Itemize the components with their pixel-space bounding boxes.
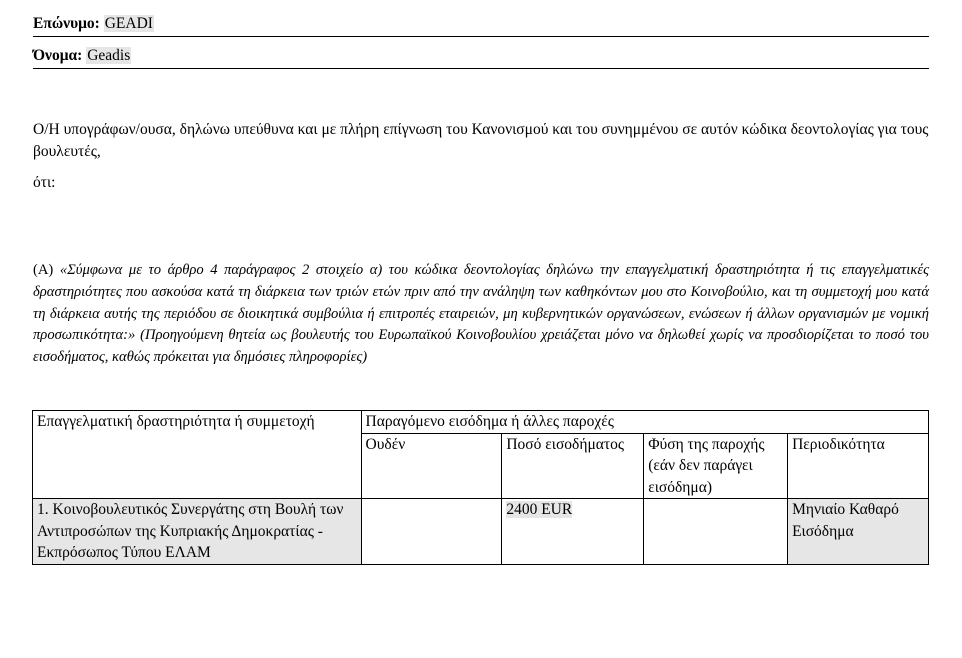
cell-nature xyxy=(644,499,788,565)
cell-amount-value: 2400 EUR xyxy=(506,501,573,518)
header-income-group: Παραγόμενο εισόδημα ή άλλες παροχές xyxy=(361,411,928,434)
firstname-value: Geadis xyxy=(87,47,131,64)
table-row xyxy=(33,499,929,565)
cell-periodicity: Μηνιαίο Καθαρό Εισόδημα xyxy=(788,499,929,565)
header-amount: Ποσό εισοδήματος xyxy=(502,433,644,499)
header-periodicity: Περιοδικότητα xyxy=(788,433,929,499)
cell-amount xyxy=(502,499,644,565)
surname-field xyxy=(33,14,929,37)
section-a-marker: (A) xyxy=(33,262,54,278)
table-header-row xyxy=(33,411,929,434)
income-table xyxy=(32,410,929,565)
firstname-label: Όνομα: xyxy=(33,47,83,64)
firstname-field xyxy=(33,46,929,69)
cell-activity: 1. Κοινοβουλευτικός Συνεργάτης στη Βουλή των Αντιπροσώπων της Κυπριακής Δημοκρατίας - Εκπρόσωπος Τύπου ΕΛΑΜ xyxy=(33,499,362,565)
cell-none xyxy=(361,499,502,565)
header-nature: Φύση της παροχής (εάν δεν παράγει εισόδημα) xyxy=(644,433,788,499)
header-none: Ουδέν xyxy=(361,433,502,499)
section-a-text: «Σύμφωνα με το άρθρο 4 παράγραφος 2 στοιχείο α) του κώδικα δεοντολογίας δηλώνω την επαγγελματική δραστηριότητα ή τις επαγγελματικές δραστηριότητες που ασκούσα κατά τη διάρκεια των τριών ετών πριν από την ανάληψη των καθηκόντων μου στο Κοινοβούλιο, και τη συμμετοχή μου κατά τη διάρκεια αυτής της περιόδου σε διοικητικά συμβούλια ή επιτροπές εταιρειών, μη κυβερνητικών οργανώσεων, ενώσεων ή άλλων οργανισμών με νομική προσωπικότητα:» (Προηγούμενη θητεία ως βουλευτής του Ευρωπαϊκού Κοινοβουλίου χρειάζεται μόνο να δηλωθεί χωρίς να προσδιορίζεται το ποσό του εισοδήματος, καθώς πρόκειται για δημόσιες πληροφορίες) xyxy=(33,262,929,366)
declaration-oti: ότι: xyxy=(33,174,56,191)
declaration-text: Ο/Η υπογράφων/ουσα, δηλώνω υπεύθυνα και με πλήρη επίγνωση του Κανονισμού και του συνημμένου σε αυτόν κώδικα δεοντολογίας για τους βουλευτές, xyxy=(33,121,929,160)
section-a-paragraph xyxy=(33,260,929,369)
surname-label: Επώνυμο: xyxy=(33,15,100,32)
surname-value: GEADI xyxy=(104,15,153,32)
header-activity: Επαγγελματική δραστηριότητα ή συμμετοχή xyxy=(33,411,362,499)
